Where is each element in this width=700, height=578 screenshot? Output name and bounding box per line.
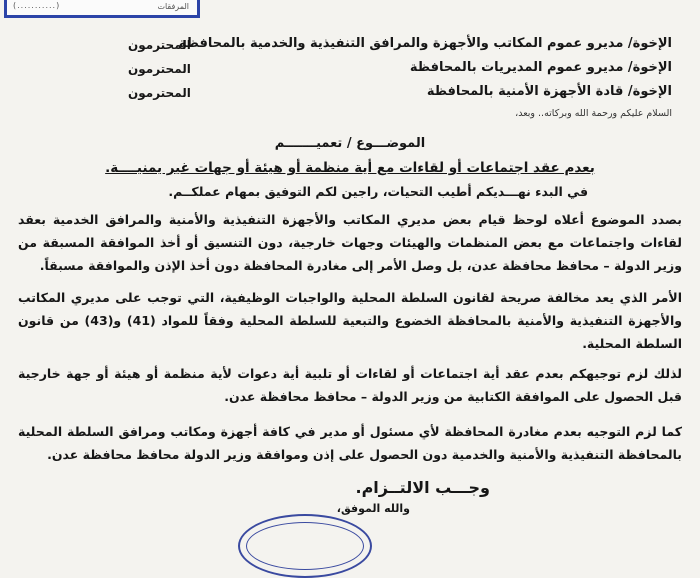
attachments-count: (...........) <box>13 1 61 10</box>
official-stamp-inner-ring <box>246 522 364 570</box>
greeting: السلام عليكم ورحمة الله وبركاته.. وبعد، <box>515 108 672 119</box>
attachments-box <box>4 0 200 18</box>
intro-line: في البدء نهـــديكم أطيب التحيات، راجين لكم التوفيق بمهام عملكــم. <box>168 184 588 199</box>
recipient-2: الإخوة/ مديرو عموم المديريات بالمحافظة <box>409 60 672 75</box>
closing-statement: وجـــب الالتــزام. <box>355 478 490 497</box>
body-paragraph-3: لذلك لزم توجيهكم بعدم عقد أية اجتماعات أو لقاءات أو تلبية أية دعوات لأية منظمة أو هيئة أو جهة خارجية قبل الحصول على الموافقة الكتابية من وزير الدولة – محافظ محافظة عدن. <box>18 366 682 404</box>
recipient-3: الإخوة/ قادة الأجهزة الأمنية بالمحافظة <box>426 84 672 99</box>
body-paragraph-1: بصدد الموضوع أعلاه لوحظ قيام بعض مديري المكاتب والأجهزة التنفيذية والأمنية والمرافق الخدمية بعقد لقاءات واجتماعات مع بعض المنظمات والهيئات وجهات خارجية، دون التنسيق أو أخذ الموافقة المسبقة من وزير الدولة – محافظ محافظة عدن، بل وصل الأمر إلى مغادرة المحافظة دون أخذ الإذن والموافقة مسبقاً. <box>18 212 682 273</box>
body-paragraph-2: الأمر الذي يعد مخالفة صريحة لقانون السلطة المحلية والواجبات الوظيفية، التي توجب على مديري المكاتب والأجهزة التنفيذية والأمنية بالمحافظة الخضوع والتبعية للسلطة المحلية وفقاً للمواد (41) و(43) من قانون السلطة المحلية. <box>18 290 683 351</box>
subject-title: بعدم عقد اجتماعات أو لقاءات مع أية منظمة أو هيئة أو جهات غير يمنيــــة. <box>105 160 595 176</box>
attachments-label: المرفقات <box>157 2 189 11</box>
recipient-2-respect: المحترمون <box>128 62 191 76</box>
body-paragraph-4: كما لزم التوجيه بعدم مغادرة المحافظة لأي مسئول أو مدير في كافة أجهزة ومكاتب ومرافق السلطة المحلية بالمحافظة التنفيذية والأمنية والخدمية دون الحصول على إذن وموافقة وزير الدولة محافظ محافظة عدن. <box>18 424 682 462</box>
subject-label: الموضـــوع / تعميـــــــم <box>274 136 426 151</box>
recipient-1-respect: المحترمون <box>128 38 191 52</box>
recipient-3-respect: المحترمون <box>128 86 191 100</box>
official-stamp <box>238 514 372 578</box>
recipient-1: الإخوة/ مديرو عموم المكاتب والأجهزة والمرافق التنفيذية والخدمية بالمحافظة <box>178 36 672 51</box>
signoff: والله الموفق، <box>336 502 410 515</box>
